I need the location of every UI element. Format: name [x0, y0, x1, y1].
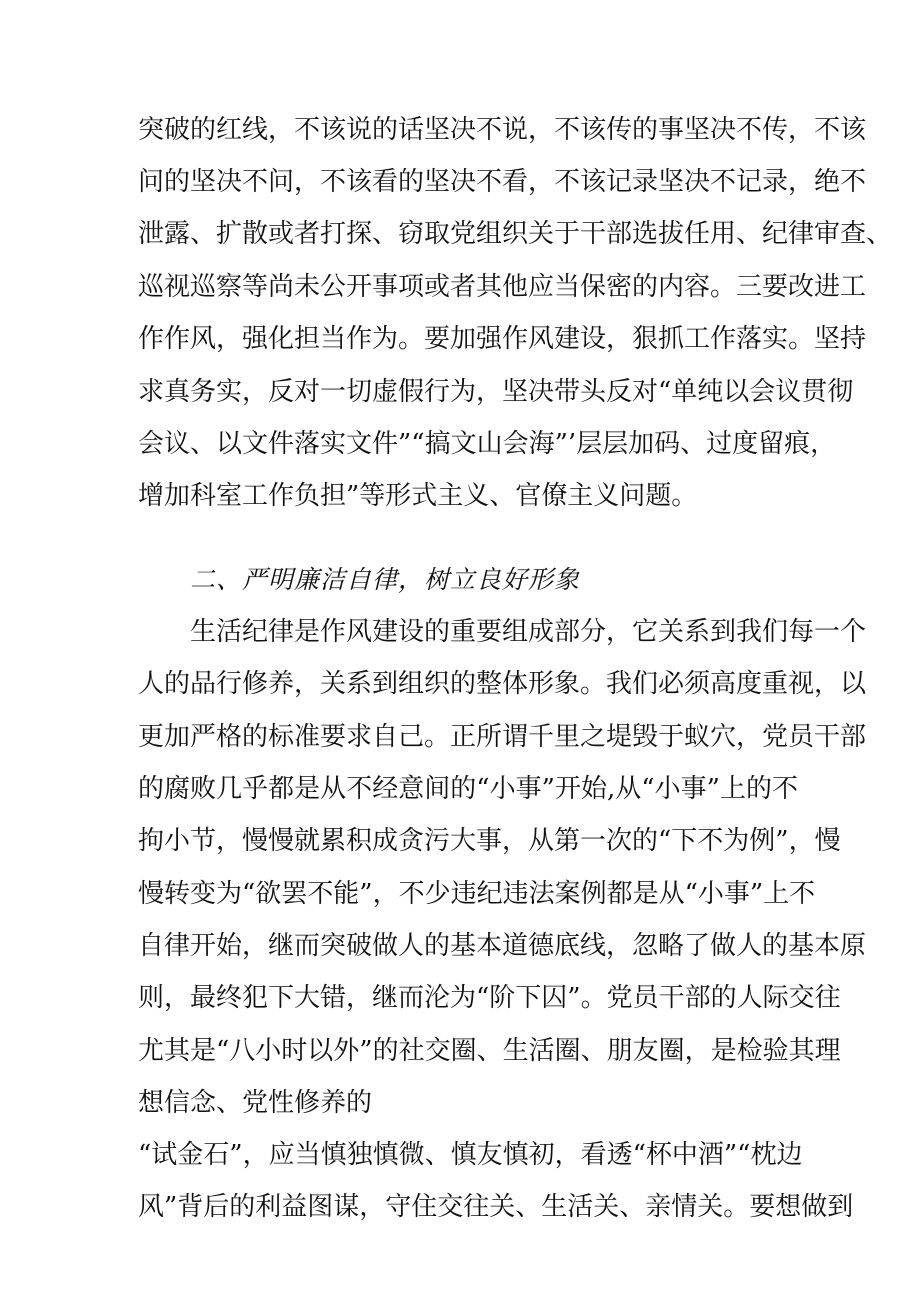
paragraph-line: 尤其是“八小时以外”的社交圈、生活圈、朋友圈，是检验其理: [138, 1036, 841, 1066]
paragraph-line: 想信念、党性修养的: [138, 1088, 373, 1118]
paragraph-line: 突破的红线，不该说的话坚决不说，不该传的事坚决不传，不该: [138, 115, 867, 145]
paragraph-line: 自律开始，继而突破做人的基本道德底线，忽略了做人的基本原: [138, 931, 867, 961]
paragraph-line: 泄露、扩散或者打探、窃取党组织关于干部选拔任用、纪律审查、: [138, 219, 893, 249]
paragraph-line: 作作风，强化担当作为。要加强作风建设，狠抓工作落实。坚持: [138, 324, 867, 354]
section-heading: 二、严明廉洁自律，树立良好形象: [190, 565, 581, 594]
paragraph-line: 问的坚决不问，不该看的坚决不看，不该记录坚决不记录，绝不: [138, 167, 867, 197]
paragraph-line: 求真务实，反对一切虚假行为，坚决带头反对“单纯以会议贯彻: [138, 377, 854, 407]
paragraph-line: 风”背后的利益图谋，守住交往关、生活关、亲情关。要想做到: [138, 1192, 854, 1222]
paragraph-line: 更加严格的标准要求自己。正所谓千里之堤毁于蚁穴，党员干部: [138, 722, 867, 752]
paragraph-line: 人的品行修养，关系到组织的整体形象。我们必须高度重视，以: [138, 669, 867, 699]
paragraph-line: 生活纪律是作风建设的重要组成部分，它关系到我们每一个: [190, 617, 867, 647]
paragraph-line: 增加科室工作负担”等形式主义、官僚主义问题。: [138, 481, 698, 511]
paragraph-line: 的腐败几乎都是从不经意间的“小事”开始,从“小事”上的不: [138, 774, 798, 804]
paragraph-line: 巡视巡察等尚未公开事项或者其他应当保密的内容。三要改进工: [138, 272, 867, 302]
paragraph-line: 拘小节，慢慢就累积成贪污大事，从第一次的“下不为例”，慢: [138, 826, 841, 856]
paragraph-line: 慢转变为“欲罢不能”，不少违纪违法案例都是从“小事”上不: [138, 879, 816, 909]
paragraph-line: “试金石”，应当慎独慎微、慎友慎初，看透“杯中酒”“枕边: [138, 1140, 803, 1170]
paragraph-line: 会议、以文件落实文件”“搞文山会海”’层层加码、过度留痕，: [138, 429, 837, 459]
paragraph-line: 则，最终犯下大错，继而沦为“阶下囚”。党员干部的人际交往: [138, 983, 841, 1013]
